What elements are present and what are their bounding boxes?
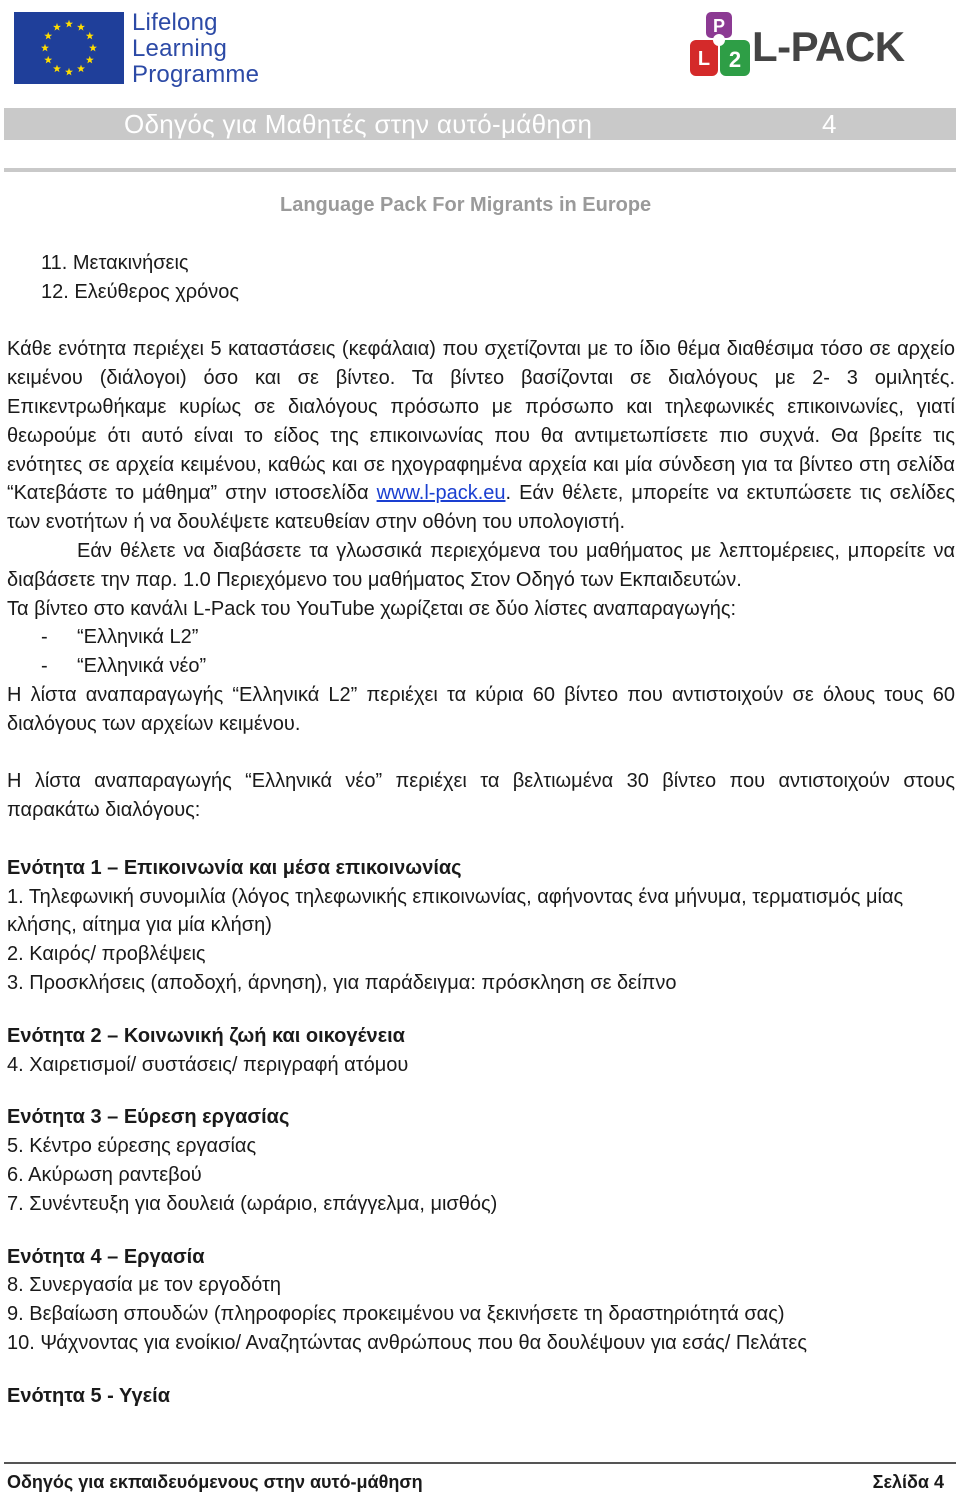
lifelong-learning-programme-logo: [14, 10, 264, 92]
playlist-item: [7, 623, 955, 652]
llp-logo-text: [132, 10, 272, 88]
playlist-name: “Ελληνικά L2”: [77, 626, 199, 649]
paragraph-playlist-l2: Η λίστα αναπαραγωγής “Ελληνικά L2” περιέχει τα κύρια 60 βίντεο που αντιστοιχούν σε όλους τους 60 διαλόγους των αρχείων κειμένου.: [7, 683, 955, 735]
list-item: 3. Προσκλήσεις (αποδοχή, άρνηση), για παράδειγμα: πρόσκληση σε δείπνο: [7, 971, 677, 994]
list-item: 6. Ακύρωση ραντεβού: [7, 1163, 202, 1186]
lpack-website-link[interactable]: www.l-pack.eu: [376, 482, 506, 505]
dash-bullet: -: [41, 626, 48, 649]
paragraph-units-description: [7, 335, 955, 537]
footer-document-name: Οδηγός για εκπαιδευόμενους στην αυτό-μάθηση: [7, 1472, 423, 1492]
list-item: 7. Συνέντευξη για δουλειά (ωράριο, επάγγελμα, μισθός): [7, 1192, 498, 1215]
document-title-number: 4: [822, 109, 837, 139]
paragraph-course-contents: Εάν θέλετε να διαβάσετε τα γλωσσικά περιεχόμενα του μαθήματος με λεπτομέρειες, μπορείτε να διαβάσετε την παρ. 1.0 Περιεχόμενο του μαθήματος Στον Οδηγό των Εκπαιδευτών.: [7, 539, 955, 591]
unit-section: [7, 1022, 955, 1080]
unit-section: [7, 1103, 955, 1218]
lpack-icon-letter-2: 2: [728, 47, 742, 72]
unit-title: Ενότητα 3 – Εύρεση εργασίας: [7, 1106, 290, 1129]
paragraph-youtube-playlists: Τα βίντεο στο κανάλι L-Pack του YouTube χωρίζεται σε δύο λίστες αναπαραγωγής:: [7, 597, 737, 620]
unit-section: [7, 854, 955, 998]
unit-title: Ενότητα 5 - Υγεία: [7, 1384, 171, 1407]
eu-flag-icon: [14, 12, 124, 84]
list-item: 12. Ελεύθερος χρόνος: [41, 280, 240, 303]
lpack-logo-text: L-PACK: [752, 23, 905, 70]
dash-bullet: -: [41, 655, 48, 678]
paragraph-text: . Εάν θέλετε, μπορείτε να εκτυπώσετε τις σελίδες των ενοτήτων ή να δουλέψετε κατευθείαν στην οθόνη του υπολογιστή.: [7, 482, 956, 534]
unit-section: [7, 1243, 955, 1358]
lpack-icon-letter-l: L: [697, 48, 711, 70]
unit-section: [7, 1382, 955, 1411]
footer-page-number: Σελίδα 4: [872, 1472, 944, 1492]
lpack-icon-letter-p: P: [712, 16, 726, 36]
list-item: 4. Χαιρετισμοί/ συστάσεις/ περιγραφή ατόμου: [7, 1053, 409, 1076]
list-item: 10. Ψάχνοντας για ενοίκιο/ Αναζητώντας ανθρώπους που θα δουλέψουν για εσάς/ Πελάτες: [7, 1331, 807, 1354]
llp-logo-line: Lifelong: [132, 9, 218, 36]
document-body: [7, 249, 955, 1410]
paragraph-playlist-new: Η λίστα αναπαραγωγής “Ελληνικά νέο” περιέχει τα βελτιωμένα 30 βίντεο που αντιστοιχούν στους παρακάτω διαλόγους:: [7, 770, 955, 822]
document-subtitle: Language Pack For Migrants in Europe: [280, 194, 652, 216]
document-title-bar: [4, 108, 956, 140]
playlist-name: “Ελληνικά νέο”: [77, 655, 207, 678]
paragraph-text: Κάθε ενότητα περιέχει 5 καταστάσεις (κεφάλαια) που σχετίζονται με το ίδιο θέμα διαθέσιμα τόσο σε αρχείο κειμένου (διάλογοι) όσο και σε βίντεο. Τα βίντεο βασίζονται σε διαλόγους με 2- 3 ομιλητές. Επικεντρωθήκαμε κυρίως σε διαλόγους πρόσωπο με πρόσωπο και τηλεφωνικές επικοινωνίες, γιατί θεωρούμε ότι αυτό είναι το είδος της επικοινωνίας που θα αντιμετωπίσετε πιο συχνά. Θα βρείτε τις ενότητες σε αρχεία κειμένου, καθώς και σε ηχογραφημένα αρχεία και μία σύνδεση για τα βίντεο στη σελίδα “Κατεβάστε το μάθημα” στην ιστοσελίδα: [7, 338, 955, 505]
lpack-logo: [688, 10, 928, 84]
footer-divider: [4, 1462, 956, 1464]
llp-logo-line: Learning: [132, 35, 228, 62]
lpack-puzzle-icon: [688, 10, 754, 80]
unit-title: Ενότητα 1 – Επικοινωνία και μέσα επικοινωνίας: [7, 856, 462, 879]
list-item: 9. Βεβαίωση σπουδών (πληροφορίες προκειμένου να ξεκινήσετε τη δραστηριότητά σας): [7, 1303, 785, 1326]
topic-list: [7, 249, 955, 307]
document-title: Οδηγός για Μαθητές στην αυτό-μάθηση: [124, 109, 593, 139]
unit-title: Ενότητα 2 – Κοινωνική ζωή και οικογένεια: [7, 1024, 405, 1047]
list-item: 8. Συνεργασία με τον εργοδότη: [7, 1274, 282, 1297]
list-item: 2. Καιρός/ προβλέψεις: [7, 943, 206, 966]
list-item: 1. Τηλεφωνική συνομιλία (λόγος τηλεφωνικής επικοινωνίας, αφήνοντας ένα μήνυμα, τερματισμός μίας κλήσης, αίτημα για μία κλήση): [7, 885, 904, 937]
llp-logo-line: Programme: [132, 61, 260, 88]
playlist-item: [7, 652, 955, 681]
list-item: 5. Κέντρο εύρεσης εργασίας: [7, 1135, 257, 1158]
title-divider: [4, 168, 956, 172]
list-item: 11. Μετακινήσεις: [41, 252, 189, 274]
unit-title: Ενότητα 4 – Εργασία: [7, 1245, 205, 1268]
